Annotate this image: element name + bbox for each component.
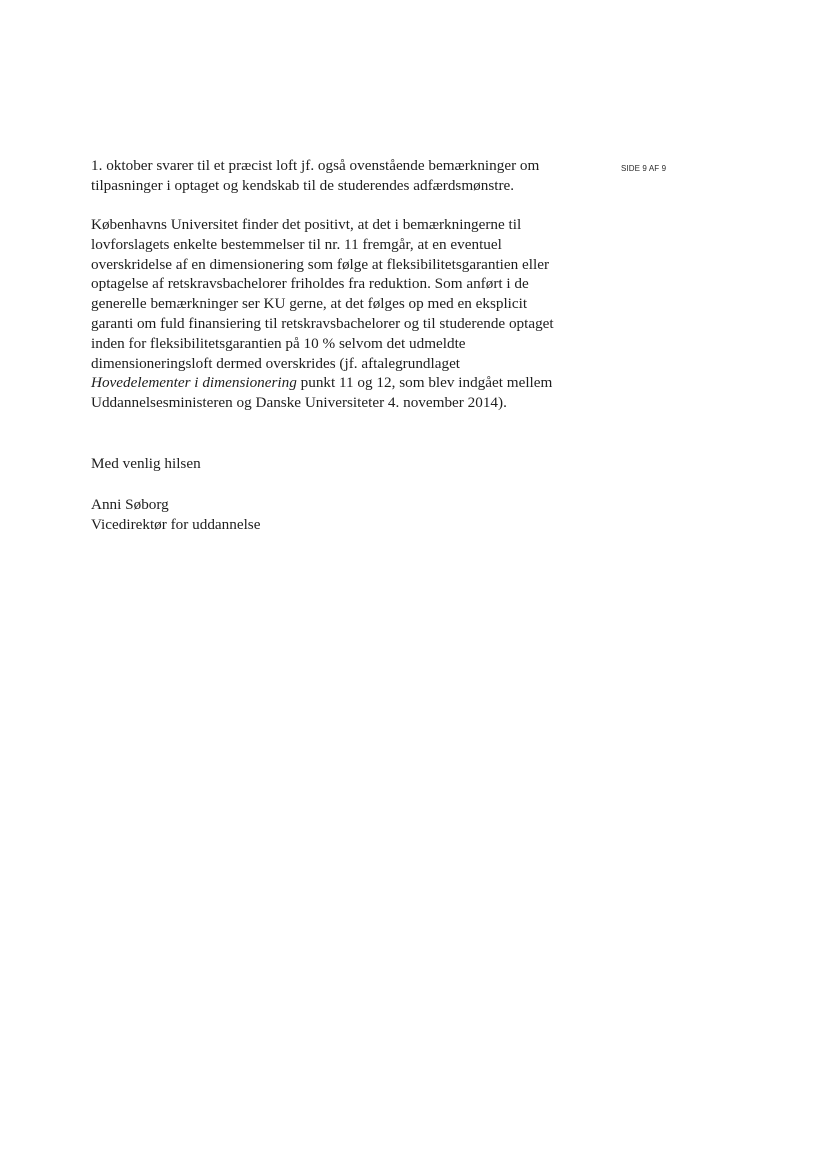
text-line: dimensioneringsloft dermed overskrides (jf. aftalegrundlaget <box>91 354 461 372</box>
text-line: Københavns Universitet finder det positivt, at det i bemærkningerne til <box>91 216 522 233</box>
text-line-rest: punkt 11 og 12, som blev indgået mellem <box>296 374 553 392</box>
text-line: tilpasninger i optaget og kendskab til de studerendes adfærdsmønstre. <box>91 176 515 194</box>
text-line: optagelse af retskravsbachelorer friholdes fra reduktion. Som anført i de <box>91 275 529 293</box>
text-line: overskridelse af en dimensionering som følge at fleksibilitetsgarantien eller <box>91 255 550 273</box>
signer-name: Anni Søborg <box>91 496 169 513</box>
closing-greeting <box>91 454 611 474</box>
paragraph-continuation <box>91 156 611 196</box>
text-line: generelle bemærkninger ser KU gerne, at det følges op med en eksplicit <box>91 295 528 313</box>
text-line: garanti om fuld finansiering til retskravsbachelorer og til studerende optaget <box>91 314 554 332</box>
text-line <box>91 373 611 393</box>
signature-block <box>91 495 611 535</box>
text-line: inden for fleksibilitetsgarantien på 10 % selvom det udmeldte <box>91 334 466 352</box>
agreement-title: Hovedelementer i dimensionering <box>91 374 297 392</box>
text-line: Uddannelsesministeren og Danske Universiteter 4. november 2014). <box>91 394 507 412</box>
greeting-text: Med venlig hilsen <box>91 455 201 472</box>
paragraph-financing <box>91 215 611 413</box>
text-line: 1. oktober svarer til et præcist loft jf. også ovenstående bemærkninger om <box>91 157 540 174</box>
signer-title: Vicedirektør for uddannelse <box>91 515 261 533</box>
page-number: SIDE 9 AF 9 <box>621 164 667 173</box>
text-line: lovforslagets enkelte bestemmelser til nr. 11 fremgår, at en eventuel <box>91 235 502 253</box>
